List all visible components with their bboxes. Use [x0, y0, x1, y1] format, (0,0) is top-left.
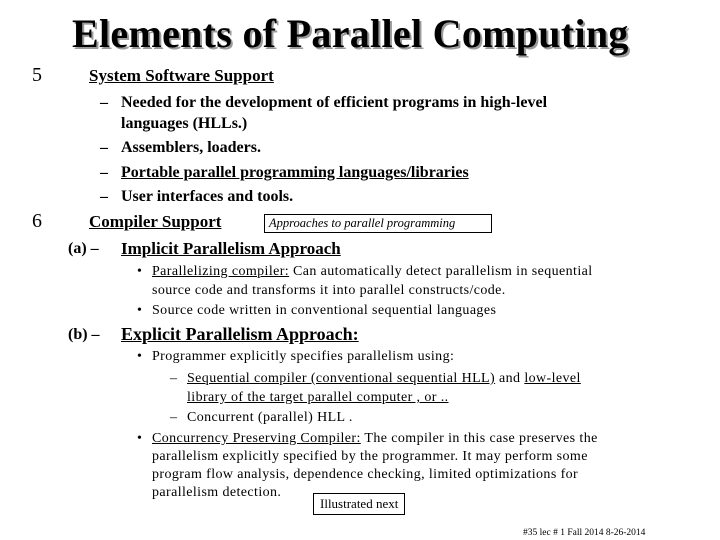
low-level-term: low-level — [524, 371, 581, 386]
dash-3: – — [100, 164, 108, 181]
section-5-heading: System Software Support — [89, 66, 274, 85]
dash-b2: – — [170, 410, 178, 425]
dash-4: – — [100, 188, 108, 205]
sequential-compiler-term: Sequential compiler (conventional sequential HLL) — [187, 371, 496, 386]
sec5-item-1: Needed for the development of efficient programs in high-level — [121, 94, 548, 111]
dash-1: – — [100, 94, 108, 111]
sec5-item-2: Assemblers, loaders. — [121, 139, 261, 156]
dash-b1: – — [170, 371, 178, 386]
and-word: and — [498, 371, 521, 386]
implicit-heading: Implicit Parallelism Approach — [121, 239, 341, 258]
label-b: (b) – — [68, 326, 100, 343]
a-bullet-1-rest: Can automatically detect parallelism in sequential — [293, 264, 593, 279]
sec5-item-4: User interfaces and tools. — [121, 188, 294, 205]
b-bullet-2-rest: The compiler in this case preserves the — [364, 431, 598, 446]
b-bullet-2-line3: program flow analysis, dependence checking, limited optimizations for — [152, 467, 579, 482]
section-6-heading: Compiler Support — [89, 212, 222, 231]
a-bullet-1-cont: source code and transforms it into parallel constructs/code. — [152, 283, 506, 298]
approaches-link-box[interactable]: Approaches to parallel programming — [264, 214, 492, 233]
slide-footer: #35 lec # 1 Fall 2014 8-26-2014 — [523, 528, 646, 538]
section-number-5: 5 — [32, 64, 42, 86]
concurrency-compiler-term: Concurrency Preserving Compiler: — [152, 431, 361, 446]
b-bullet-2-line4: parallelism detection. — [152, 485, 282, 500]
label-a: (a) – — [68, 240, 99, 257]
bullet-a2: • — [137, 303, 143, 318]
section-number-6: 6 — [32, 210, 42, 232]
b-bullet-2-line2: parallelism explicitly specified by the programmer. It may perform some — [152, 449, 588, 464]
b-sub-1-cont: library of the target parallel computer , or .. — [187, 390, 449, 405]
b-bullet-1: Programmer explicitly specifies parallelism using: — [152, 349, 455, 364]
b-bullet-2 — [152, 431, 598, 447]
bullet-a1: • — [137, 264, 143, 279]
bullet-b2: • — [137, 431, 143, 446]
dash-2: – — [100, 139, 108, 156]
sec5-item-1-cont: languages (HLLs.) — [121, 115, 248, 132]
slide-title: Elements of Parallel Computing — [72, 11, 629, 56]
bullet-b1: • — [137, 349, 143, 364]
explicit-heading: Explicit Parallelism Approach: — [121, 324, 359, 344]
a-bullet-1 — [152, 264, 593, 280]
illustrated-next-box[interactable]: Illustrated next — [313, 493, 405, 515]
b-sub-2: Concurrent (parallel) HLL . — [187, 410, 353, 425]
parallelizing-compiler-term: Parallelizing compiler: — [152, 264, 290, 279]
a-bullet-2: Source code written in conventional sequential languages — [152, 303, 497, 318]
b-sub-1 — [187, 371, 581, 387]
sec5-item-3[interactable]: Portable parallel programming languages/libraries — [121, 164, 469, 181]
